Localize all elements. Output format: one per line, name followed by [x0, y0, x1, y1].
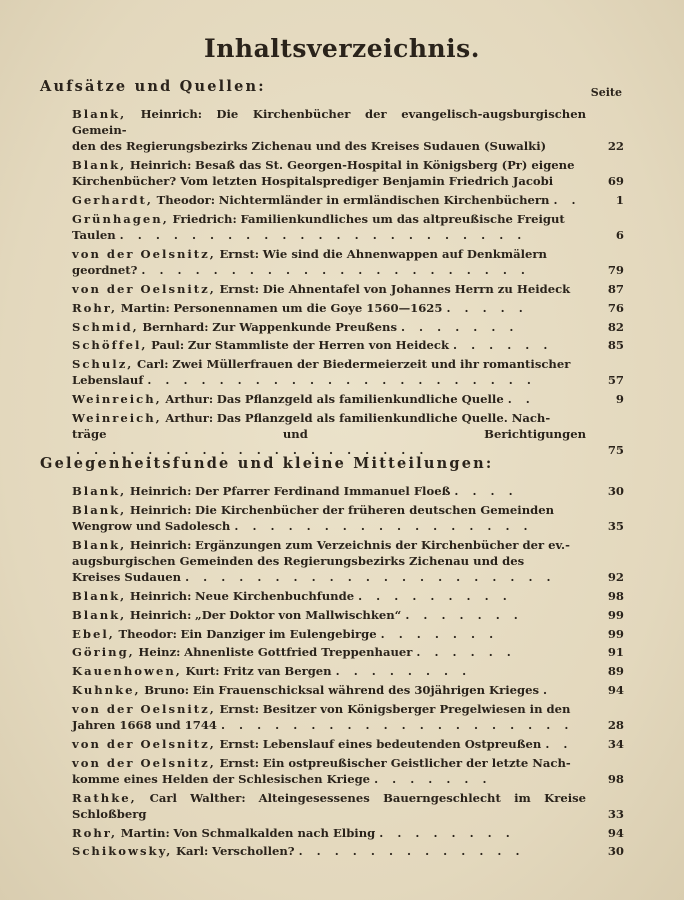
toc-entry — [72, 483, 624, 499]
entry-page-number: 1 — [615, 193, 624, 208]
entry-page-number: 33 — [607, 806, 624, 821]
toc-entry-line — [72, 262, 586, 278]
toc-entry-line — [72, 211, 586, 227]
entry-title-text: Der Pfarrer Ferdinand Immanuel Floeß — [195, 484, 451, 498]
toc-entry-line — [72, 391, 586, 407]
toc-entry-line — [72, 410, 586, 426]
entry-title-text: Personennamen um die Goye 1560—1625 — [173, 300, 443, 315]
entry-given-name: Heinrich: — [129, 589, 192, 603]
entry-given-name: Bernhard: — [142, 319, 209, 334]
entry-page-number: 98 — [607, 771, 624, 786]
entry-page-number: 79 — [607, 263, 624, 278]
entry-title-text: Taulen — [72, 228, 116, 243]
dot-leader: . . . . . . . . . . . . . . . . . . . . . . . — [119, 228, 527, 243]
toc-entry — [72, 246, 624, 278]
entry-given-name: Heinrich: — [129, 607, 192, 622]
toc-entry-line — [72, 825, 586, 841]
toc-entry-line — [72, 843, 586, 859]
entry-page-number: 30 — [607, 484, 624, 498]
entry-page-number: 9 — [615, 392, 624, 407]
entry-title-text: Lebenslauf — [72, 373, 144, 388]
entry-title-text: Besitzer von Königsberger Pregelwiesen in den — [262, 701, 571, 716]
entry-given-name: Heinz: — [138, 645, 181, 660]
entry-title-text: Kirchenbücher? Vom letzten Hospitalsprediger Benjamin Friedrich Jacobi — [72, 174, 554, 189]
toc-entry — [72, 644, 624, 660]
toc-entry-line — [72, 588, 586, 604]
entry-author: von der Oelsnitz, — [72, 282, 216, 296]
entry-given-name: Kurt: — [185, 664, 220, 679]
entry-title-text: träge und Berichtigungen — [72, 427, 586, 442]
entry-author: Rathke, — [72, 790, 137, 805]
entry-page-number: 35 — [607, 519, 624, 533]
dot-leader: . — [543, 682, 553, 697]
toc-entry-line — [72, 192, 586, 208]
toc-entry-line — [72, 337, 586, 353]
entry-title-text: Die Ahnentafel von Johannes Herrn zu Heideck — [262, 282, 571, 296]
toc-entry-line — [72, 483, 586, 499]
entry-title-text: Familienkundliches um das altpreußische Freigut — [240, 212, 565, 226]
toc-entry-line — [72, 106, 586, 138]
page-title: Inhaltsverzeichnis. — [204, 34, 480, 63]
dot-leader: . . . . . . . — [400, 319, 519, 334]
entry-title-text: geordnet? — [72, 263, 138, 278]
entry-author: Blank, — [72, 158, 127, 173]
entry-title-text: Das Pflanzgeld als familienkundliche Quelle. Nach- — [216, 410, 551, 425]
entry-title-text: Die Kirchenbücher der früheren deutschen Gemeinden — [195, 502, 555, 517]
entry-title-text: Kreises Sudauen — [72, 570, 182, 585]
dot-leader: . . . . . . — [416, 645, 516, 660]
toc-entry — [72, 790, 624, 822]
entry-author: Göring, — [72, 645, 135, 660]
toc-entry — [72, 755, 624, 787]
entry-title-text: Jahren 1668 und 1744 — [72, 717, 217, 732]
entry-given-name: Martin: — [120, 825, 170, 840]
entry-title-text: Ein Danziger im Eulengebirge — [180, 626, 377, 641]
toc-entry-line — [72, 157, 586, 173]
entry-title-text: augsburgischen Gemeinden des Regierungsbezirks Zichenau und des — [72, 554, 525, 568]
entry-page-number: 6 — [615, 228, 624, 243]
toc-entry-line — [72, 626, 586, 642]
dot-leader: . . . . . — [446, 300, 528, 315]
entry-page-number: 22 — [607, 139, 624, 154]
entry-given-name: Heinrich: — [140, 107, 203, 121]
entry-author: Gerhardt, — [72, 193, 153, 208]
entry-author: Grünhagen, — [72, 212, 169, 226]
toc-entry — [72, 356, 624, 388]
toc-entry — [72, 626, 624, 642]
dot-leader: . . . . . . . . — [335, 664, 472, 679]
entry-author: Ebel, — [72, 626, 115, 641]
entry-author: Weinreich, — [72, 392, 162, 407]
entry-title-text: Zur Wappenkunde Preußens — [212, 319, 397, 334]
entry-given-name: Carl Walther: — [149, 790, 246, 805]
entry-given-name: Ernst: — [219, 755, 260, 770]
entry-title-text: Lebenslauf eines bedeutenden Ostpreußen — [262, 736, 542, 751]
entry-given-name: Karl: — [175, 844, 209, 859]
entry-page-number: 57 — [607, 373, 624, 388]
toc-entry-line — [72, 537, 586, 553]
entry-page-number: 34 — [607, 736, 624, 751]
dot-leader: . . — [507, 392, 535, 407]
entry-given-name: Martin: — [120, 300, 170, 315]
entry-page-number: 87 — [607, 282, 624, 296]
toc-entry-line — [72, 227, 586, 243]
toc-entry-line — [72, 553, 586, 569]
entry-title-text: Neue Kirchenbuchfunde — [195, 589, 355, 603]
entry-title-text: Zwei Müllerfrauen der Biedermeierzeit und ihr romantischer — [172, 357, 571, 372]
toc-entry — [72, 281, 624, 297]
entry-author: von der Oelsnitz, — [72, 247, 216, 261]
toc-entry-line — [72, 319, 586, 335]
entry-page-number: 91 — [607, 645, 624, 660]
toc-entry-line — [72, 173, 586, 189]
entry-page-number: 94 — [607, 825, 624, 840]
dot-leader: . . . . . . . . . . . . . . . . . . . . — [76, 443, 429, 458]
entry-page-number: 76 — [607, 300, 624, 315]
toc-entry-line — [72, 701, 586, 717]
entry-given-name: Heinrich: — [129, 484, 192, 498]
entry-title-text: Verschollen? — [212, 844, 295, 859]
entry-author: Blank, — [72, 537, 127, 552]
dot-leader: . . — [553, 193, 581, 208]
toc-entry-line — [72, 771, 586, 787]
toc-entry — [72, 391, 624, 407]
entry-page-number: 82 — [607, 319, 624, 334]
entry-page-number: 85 — [607, 338, 624, 353]
entry-author: Blank, — [72, 589, 127, 603]
toc-entry — [72, 300, 624, 316]
toc-entry-line — [72, 246, 586, 262]
toc-list-aufsaetze — [72, 106, 624, 461]
entry-author: Blank, — [72, 107, 127, 121]
toc-entry — [72, 337, 624, 353]
entry-given-name: Ernst: — [219, 701, 260, 716]
toc-entry — [72, 663, 624, 679]
toc-entry-line — [72, 138, 586, 154]
toc-entry-line — [72, 663, 586, 679]
entry-author: von der Oelsnitz, — [72, 736, 216, 751]
entry-title-text: Ein Frauenschicksal während des 30jährigen Krieges — [192, 682, 540, 697]
toc-entry-line — [72, 790, 586, 822]
section-heading-aufsaetze: Aufsätze und Quellen: — [40, 78, 266, 95]
entry-title-text: Alteingesessenes Bauerngeschlecht im Kreise Schloßberg — [72, 790, 587, 821]
entry-title-text: „Der Doktor von Mallwischken“ — [195, 607, 402, 622]
toc-entry — [72, 192, 624, 208]
dot-leader: . . . . . . . . . . . . . . . . . . . . . — [185, 570, 556, 585]
entry-given-name: Bruno: — [144, 682, 190, 697]
toc-entry-line — [72, 607, 586, 623]
toc-entry — [72, 825, 624, 841]
entry-title-text: Fritz van Bergen — [223, 664, 332, 679]
toc-entry-line — [72, 682, 586, 698]
toc-entry-line — [72, 502, 586, 518]
entry-author: von der Oelsnitz, — [72, 755, 216, 770]
entry-author: von der Oelsnitz, — [72, 701, 216, 716]
entry-page-number: 28 — [607, 717, 624, 732]
toc-entry-line — [72, 755, 586, 771]
entry-title-text: Von Schmalkalden nach Elbing — [173, 825, 376, 840]
entry-title-text: Ergänzungen zum Verzeichnis der Kirchenbücher der ev.- — [195, 537, 570, 552]
entry-given-name: Theodor: — [156, 193, 216, 208]
toc-entry — [72, 736, 624, 752]
toc-entry — [72, 607, 624, 623]
entry-author: Rohr, — [72, 300, 118, 315]
toc-entry-line — [72, 426, 586, 458]
entry-page-number: 94 — [607, 682, 624, 697]
entry-author: Blank, — [72, 607, 127, 622]
entry-title-text: Zur Stammliste der Herren von Heideck — [187, 338, 449, 353]
entry-title-text: Ahnenliste Gottfried Treppenhauer — [184, 645, 413, 660]
entry-page-number: 75 — [607, 443, 624, 458]
toc-entry — [72, 701, 624, 733]
toc-entry — [72, 319, 624, 335]
entry-title-text: Ein ostpreußischer Geistlicher der letzte Nach- — [262, 755, 571, 770]
page-column-label: Seite — [590, 86, 622, 99]
dot-leader: . . . . . . . . . . . . . . . . . . . . . . — [141, 263, 530, 278]
toc-entry-line — [72, 569, 586, 585]
toc-entry — [72, 157, 624, 189]
dot-leader: . . . . . . . . . . . . . — [298, 844, 525, 859]
toc-entry-line — [72, 736, 586, 752]
toc-entry-line — [72, 518, 586, 534]
toc-entry — [72, 682, 624, 698]
entry-given-name: Carl: — [137, 357, 169, 372]
dot-leader: . . . . . . . . . . . . . . . . . . . . — [220, 717, 574, 732]
entry-author: Rohr, — [72, 825, 118, 840]
dot-leader: . . . . . . . — [405, 607, 523, 622]
toc-entry — [72, 502, 624, 534]
toc-entry-line — [72, 717, 586, 733]
section-heading-mitteilungen: Gelegenheitsfunde und kleine Mitteilungen: — [40, 455, 494, 472]
dot-leader: . . . . . . . — [380, 626, 499, 641]
dot-leader: . . . . . . . . . . . . . . . . . — [234, 519, 533, 533]
entry-given-name: Heinrich: — [129, 502, 192, 517]
toc-entry — [72, 211, 624, 243]
entry-given-name: Ernst: — [219, 247, 260, 261]
entry-title-text: Nichtermländer in ermländischen Kirchenbüchern — [218, 193, 550, 208]
entry-title-text: Die Kirchenbücher der evangelisch-augsburgischen Gemein- — [72, 107, 587, 138]
entry-given-name: Heinrich: — [129, 158, 192, 173]
entry-given-name: Friedrich: — [172, 212, 237, 226]
toc-entry-line — [72, 644, 586, 660]
dot-leader: . . . . . . . . . . . . . . . . . . . . . . — [147, 373, 536, 388]
entry-title-text: Wie sind die Ahnenwappen auf Denkmälern — [262, 247, 547, 261]
toc-entry — [72, 588, 624, 604]
entry-given-name: Heinrich: — [129, 537, 192, 552]
dot-leader: . . . . . . . — [374, 771, 492, 786]
toc-entry-line — [72, 300, 586, 316]
toc-entry-line — [72, 281, 586, 297]
entry-title-text: komme eines Helden der Schlesischen Kriege — [72, 771, 371, 786]
entry-author: Weinreich, — [72, 410, 162, 425]
dot-leader: . . . . . . . . — [379, 825, 515, 840]
toc-entry — [72, 106, 624, 155]
entry-page-number: 99 — [607, 626, 624, 641]
toc-entry — [72, 537, 624, 586]
entry-author: Kauenhowen, — [72, 664, 182, 679]
entry-author: Schöffel, — [72, 338, 148, 353]
entry-author: Blank, — [72, 502, 127, 517]
toc-entry-line — [72, 372, 586, 388]
entry-title-text: Besaß das St. Georgen-Hospital in Königsberg (Pr) eigene — [195, 158, 575, 173]
entry-page-number: 99 — [607, 607, 624, 622]
entry-given-name: Theodor: — [118, 626, 177, 641]
dot-leader: . . . . . . — [453, 338, 553, 353]
toc-list-mitteilungen — [72, 483, 624, 862]
entry-title-text: den des Regierungsbezirks Zichenau und des Kreises Sudauen (Suwalki) — [72, 139, 547, 154]
entry-title-text: Das Pflanzgeld als familienkundliche Quelle — [216, 392, 504, 407]
entry-author: Schikowsky, — [72, 844, 173, 859]
entry-author: Blank, — [72, 484, 127, 498]
entry-given-name: Ernst: — [219, 282, 260, 296]
entry-given-name: Ernst: — [219, 736, 260, 751]
toc-entry — [72, 843, 624, 859]
entry-given-name: Arthur: — [165, 392, 214, 407]
entry-author: Schmid, — [72, 319, 139, 334]
entry-page-number: 69 — [607, 174, 624, 189]
dot-leader: . . . . . . . . . — [358, 589, 512, 603]
dot-leader: . . — [545, 736, 573, 751]
entry-page-number: 30 — [607, 844, 624, 859]
entry-author: Schulz, — [72, 357, 134, 372]
entry-page-number: 92 — [607, 570, 624, 585]
entry-given-name: Paul: — [151, 338, 185, 353]
toc-entry-line — [72, 356, 586, 372]
entry-author: Kuhnke, — [72, 682, 141, 697]
entry-given-name: Arthur: — [165, 410, 214, 425]
dot-leader: . . . . — [454, 484, 518, 498]
entry-page-number: 89 — [607, 664, 624, 679]
entry-page-number: 98 — [607, 589, 624, 603]
toc-entry — [72, 410, 624, 459]
entry-title-text: Wengrow und Sadolesch — [72, 519, 231, 533]
